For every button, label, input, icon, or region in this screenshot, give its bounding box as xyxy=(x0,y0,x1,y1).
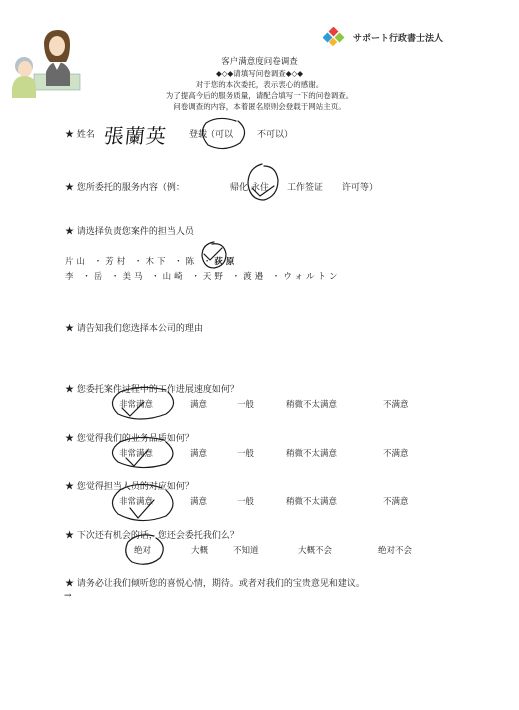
response-option-dissatisfied[interactable]: 不满意 xyxy=(383,497,409,507)
staff-yue[interactable]: 岳 xyxy=(93,272,106,282)
star-icon: ★ xyxy=(65,130,75,140)
quality-label: 您觉得我们的业务品质如何？ xyxy=(76,434,194,444)
name-question xyxy=(65,127,95,140)
quality-option-slightly-dissatisfied[interactable]: 稍微不太满意 xyxy=(286,449,338,459)
staff-mima[interactable]: 美马 xyxy=(122,272,146,282)
again-option-definitely-not[interactable]: 绝对不会 xyxy=(378,546,413,556)
staff-label: 请选择负责您案件的担当人员 xyxy=(76,227,194,237)
speed-option-dissatisfied[interactable]: 不满意 xyxy=(383,400,409,410)
speed-option-very-satisfied[interactable]: 非常满意 xyxy=(119,400,154,410)
feedback-arrow: → xyxy=(64,591,72,601)
star-icon: ★ xyxy=(65,531,75,541)
feedback-question xyxy=(65,576,365,589)
intro-line-2: 为了提高今后的服务质量，请配合填写一下的问卷调查。 xyxy=(165,91,354,100)
speed-option-satisfied[interactable]: 满意 xyxy=(190,400,208,410)
staff-yoshimura[interactable]: 芳村 xyxy=(105,257,129,267)
quality-answer-circle xyxy=(104,434,184,474)
response-answer-circle xyxy=(104,480,184,528)
response-label: 您觉得担当人员的对应如何？ xyxy=(76,482,194,492)
service-permanent-residence[interactable]: 永住 xyxy=(251,183,270,193)
response-option-slightly-dissatisfied[interactable]: 稍微不太满意 xyxy=(286,497,338,507)
reason-label: 请告知我们您选择本公司的理由 xyxy=(76,324,203,334)
speed-option-slightly-dissatisfied[interactable]: 稍微不太满意 xyxy=(286,400,338,410)
publish-no-option[interactable]: 不可以） xyxy=(257,130,294,140)
staff-watanabe[interactable]: 渡邉 xyxy=(243,272,267,282)
again-option-probably[interactable]: 大概 xyxy=(191,546,209,556)
service-check-mark xyxy=(240,160,286,206)
service-question xyxy=(65,180,185,193)
staff-yamazaki[interactable]: 山崎 xyxy=(162,272,186,282)
staff-walton[interactable]: ウォルトン xyxy=(283,272,341,282)
star-icon: ★ xyxy=(65,324,75,334)
again-label: 下次还有机会的话，您还会委托我们么？ xyxy=(76,531,239,541)
staff-chen[interactable]: 陈 xyxy=(185,257,198,267)
brand-name: サポート行政書士法人 xyxy=(353,34,444,44)
star-icon: ★ xyxy=(65,434,75,444)
survey-title: 客户满意度问卷调查 xyxy=(221,57,298,67)
again-answer-circle xyxy=(118,530,170,570)
star-icon: ★ xyxy=(65,579,75,589)
handwritten-name: 張蘭英 xyxy=(102,124,169,148)
again-option-definitely[interactable]: 绝对 xyxy=(134,546,152,556)
publish-yes-circle xyxy=(196,115,252,151)
again-option-probably-not[interactable]: 大概不会 xyxy=(298,546,333,556)
staff-ogiwara[interactable]: 荻原 xyxy=(214,257,238,267)
staff-row-1: 片山 ・芳村 ・木下 ・陈 ・荻原 xyxy=(65,257,238,267)
service-work-visa[interactable]: 工作签证 xyxy=(287,183,324,193)
brand-logo-icon xyxy=(323,27,345,47)
speed-option-neutral[interactable]: 一般 xyxy=(237,400,255,410)
response-option-very-satisfied[interactable]: 非常满意 xyxy=(119,497,154,507)
staff-row-2: 李 ・岳 ・美马 ・山崎 ・天野 ・渡邉 ・ウォルトン xyxy=(65,272,341,282)
star-icon: ★ xyxy=(65,482,75,492)
quality-option-satisfied[interactable]: 满意 xyxy=(190,449,208,459)
response-option-neutral[interactable]: 一般 xyxy=(237,497,255,507)
reason-question xyxy=(65,321,203,334)
quality-option-neutral[interactable]: 一般 xyxy=(237,449,255,459)
staff-amano[interactable]: 天野 xyxy=(202,272,226,282)
response-option-satisfied[interactable]: 满意 xyxy=(190,497,208,507)
staff-li[interactable]: 李 xyxy=(65,272,77,282)
quality-option-very-satisfied[interactable]: 非常满意 xyxy=(119,449,154,459)
intro-line-1: 对于您的本次委托，表示衷心的感谢。 xyxy=(195,80,324,89)
survey-subtitle: ◆◇◆请填写问卷调查◆◇◆ xyxy=(215,69,304,78)
staff-check-mark xyxy=(196,238,232,272)
star-icon: ★ xyxy=(65,385,75,395)
intro-line-3: 问卷调查的内容，本着匿名原则会登载于网站主页。 xyxy=(173,102,346,111)
name-label: 姓名 xyxy=(76,130,95,140)
staff-kinoshita[interactable]: 木下 xyxy=(145,257,169,267)
feedback-label: 请务必让我们倾听您的喜悦心情，期待。或者对我们的宝贵意见和建议。 xyxy=(76,579,365,589)
quality-option-dissatisfied[interactable]: 不满意 xyxy=(383,449,409,459)
service-label: 您所委托的服务内容（例： xyxy=(76,183,185,193)
star-icon: ★ xyxy=(65,227,75,237)
publish-label: 登载 xyxy=(189,130,208,140)
speed-answer-circle xyxy=(104,384,184,424)
staff-question xyxy=(65,224,194,237)
service-naturalization[interactable]: 帰化 xyxy=(230,183,249,193)
publish-yes-option[interactable]: （可以 xyxy=(206,130,234,140)
service-permit[interactable]: 许可等） xyxy=(342,183,379,193)
brand-logo xyxy=(323,27,508,47)
speed-label: 您委托案件过程中的工作进展速度如何？ xyxy=(76,385,239,395)
staff-katayama[interactable]: 片山 xyxy=(65,257,89,267)
star-icon: ★ xyxy=(65,183,75,193)
again-option-unsure[interactable]: 不知道 xyxy=(233,546,259,556)
